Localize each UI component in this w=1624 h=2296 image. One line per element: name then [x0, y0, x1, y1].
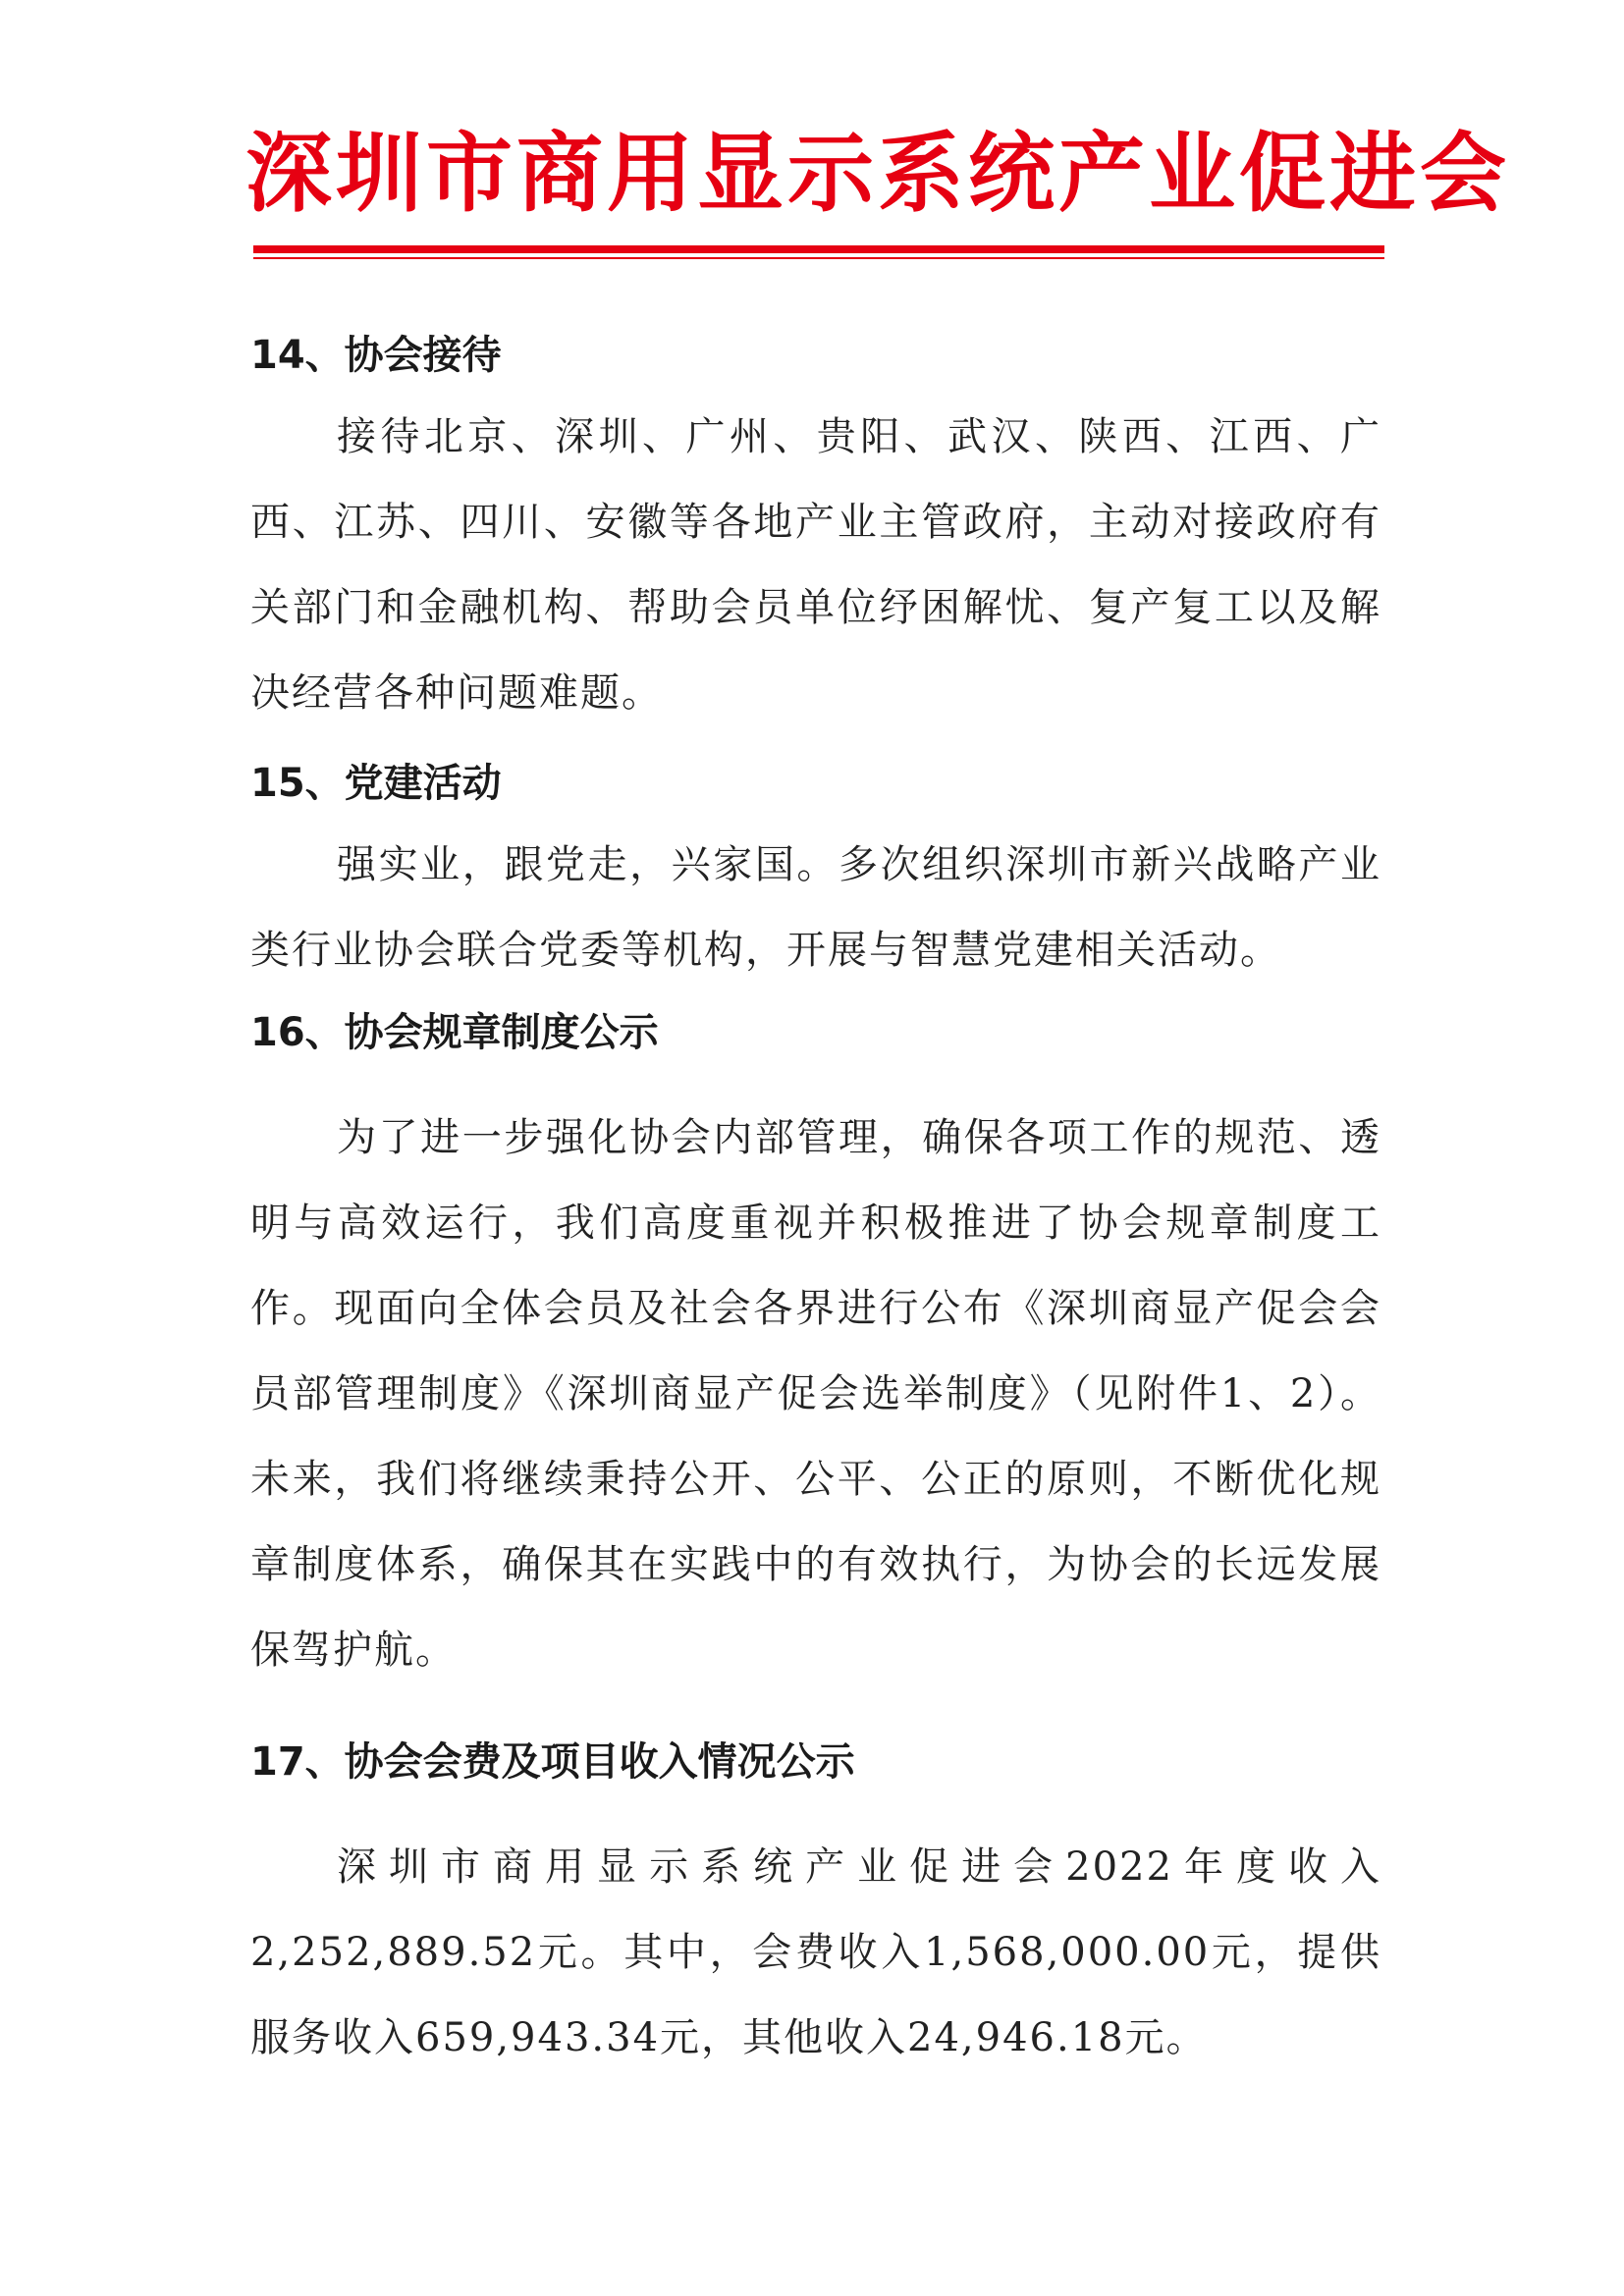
letterhead-rule-thin	[253, 257, 1384, 259]
section-heading: 16、协会规章制度公示	[250, 1010, 659, 1055]
section-paragraph: 为了进一步强化协会内部管理，确保各项工作的规范、透明与高效运行，我们高度重视并积极推进了协会规章制度工作。现面向全体会员及社会各界进行公布《深圳商显产促会会员部管理制度》《深圳商显产促会选举制度》（见附件1、2）。未来，我们将继续秉持公开、公平、公正的原则，不断优化规章制度体系，确保其在实践中的有效执行，为协会的长远发展保驾护航。	[250, 1115, 1381, 1673]
document-body	[250, 316, 1381, 2081]
letterhead-title: 深圳市商用显示系统产业促进会	[245, 123, 1511, 224]
section-paragraph: 强实业，跟党走，兴家国。多次组织深圳市新兴战略产业类行业协会联合党委等机构，开展与智慧党建相关活动。	[250, 842, 1381, 973]
section-heading: 14、协会接待	[250, 333, 502, 378]
section-paragraph: 接待北京、深圳、广州、贵阳、武汉、陕西、江西、广西、江苏、四川、安徽等各地产业主管政府，主动对接政府有关部门和金融机构、帮助会员单位纾困解忧、复产复工以及解决经营各种问题难题。	[250, 414, 1381, 716]
section-15-party-building	[250, 744, 1381, 993]
section-14-reception	[250, 316, 1381, 736]
section-17-income	[250, 1723, 1381, 2081]
section-16-regulations	[250, 993, 1381, 1693]
letterhead-rule-thick	[253, 245, 1384, 253]
spacer	[250, 1801, 1381, 1825]
section-heading: 17、协会会费及项目收入情况公示	[250, 1739, 855, 1785]
spacer	[250, 1693, 1381, 1723]
section-paragraph: 深圳市商用显示系统产业促进会2022年度收入2,252,889.52元。其中，会费收入1,568,000.00元，提供服务收入659,943.34元，其他收入24,946.18元。	[250, 1844, 1381, 2060]
spacer	[250, 1072, 1381, 1095]
section-heading: 15、党建活动	[250, 761, 502, 806]
